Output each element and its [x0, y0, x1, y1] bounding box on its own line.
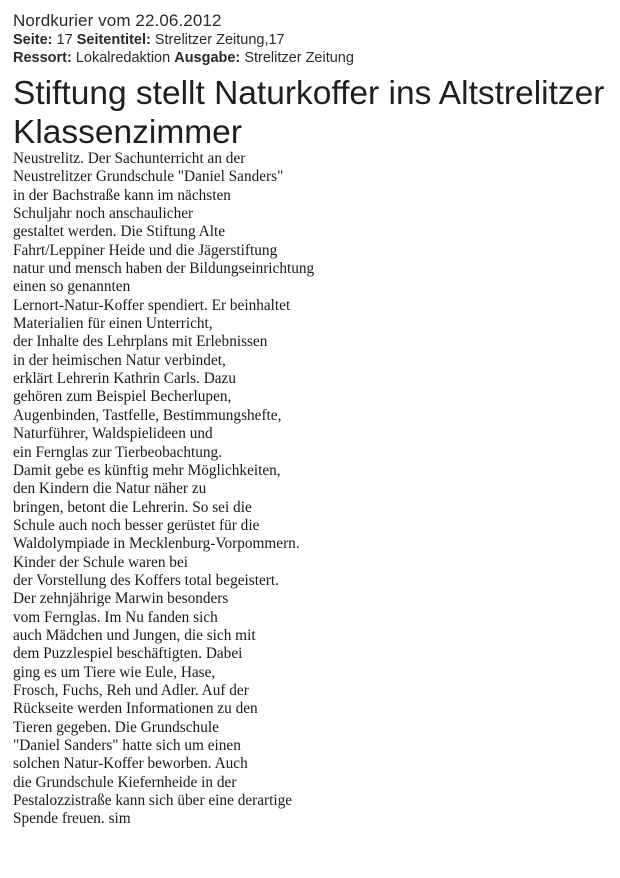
article-body-line: gestaltet werden. Die Stiftung Alte	[13, 223, 225, 241]
ressort-label: Ressort:	[13, 50, 72, 66]
article-body-line: erklärt Lehrerin Kathrin Carls. Dazu	[13, 370, 236, 388]
ressort-meta-line	[13, 49, 354, 67]
article-body-line: Frosch, Fuchs, Reh und Adler. Auf der	[13, 681, 249, 699]
article-body-line: Schule auch noch besser gerüstet für die	[13, 516, 260, 534]
article-body-line: Neustrelitzer Grundschule "Daniel Sanders"	[13, 168, 284, 186]
headline-line-1: Stiftung stellt Naturkoffer ins Altstrelitzer	[13, 75, 605, 112]
seitentitel-label: Seitentitel:	[76, 32, 151, 48]
article-body-line: Tieren gegeben. Die Grundschule	[13, 718, 219, 736]
article-body-line: in der Bachstraße kann im nächsten	[13, 186, 231, 204]
article-body-line: Naturführer, Waldspielideen und	[13, 425, 213, 443]
ausgabe-label: Ausgabe:	[174, 50, 241, 66]
article-body-line: ging es um Tiere wie Eule, Hase,	[13, 663, 216, 681]
article-body-line: Fahrt/Leppiner Heide und die Jägerstiftung	[13, 241, 278, 259]
article-body-line: Augenbinden, Tastfelle, Bestimmungshefte,	[13, 406, 282, 424]
article-body-line: "Daniel Sanders" hatte sich um einen	[13, 737, 241, 754]
article-body-line: in der heimischen Natur verbindet,	[13, 351, 226, 369]
article-body-line: Materialien für einen Unterricht,	[13, 315, 213, 333]
article-body-line: auch Mädchen und Jungen, die sich mit	[13, 626, 256, 644]
article-body-line: Neustrelitz. Der Sachunterricht an der	[13, 150, 246, 167]
seite-label: Seite:	[13, 32, 53, 48]
ausgabe-value: Strelitzer Zeitung	[244, 50, 354, 66]
article-body-line: gehören zum Beispiel Becherlupen,	[13, 388, 232, 406]
article-body-line: einen so genannten	[13, 278, 131, 296]
article-body-line: Waldolympiade in Mecklenburg-Vorpommern.	[13, 535, 300, 553]
article-headline	[13, 74, 613, 152]
article-body-line: der Vorstellung des Koffers total begeistert.	[13, 571, 279, 589]
article-body-line: vom Fernglas. Im Nu fanden sich	[13, 608, 218, 626]
article-header	[13, 10, 354, 67]
seite-value: 17	[56, 32, 73, 48]
article-body-line: Lernort-Natur-Koffer spendiert. Er beinhaltet	[13, 296, 291, 314]
article-body-line: natur und mensch haben der Bildungseinrichtung	[13, 260, 315, 278]
article-body	[13, 150, 314, 829]
article-body-line: Damit gebe es künftig mehr Möglichkeiten,	[13, 461, 281, 479]
article-body-line: dem Puzzlespiel beschäftigten. Dabei	[13, 645, 243, 663]
article-body-line: die Grundschule Kiefernheide in der	[13, 773, 237, 791]
ressort-value: Lokalredaktion	[75, 50, 171, 66]
article-body-line: Spende freuen. sim	[13, 810, 131, 828]
article-body-line: Kinder der Schule waren bei	[13, 553, 188, 571]
article-body-line: der Inhalte des Lehrplans mit Erlebnissen	[13, 333, 268, 351]
seitentitel-value: Strelitzer Zeitung,17	[154, 32, 285, 48]
article-body-line: den Kindern die Natur näher zu	[13, 480, 207, 498]
article-body-line: Rückseite werden Informationen zu den	[13, 700, 258, 718]
article-body-line: Pestalozzistraße kann sich über eine derartige	[13, 792, 293, 810]
article-body-line: Schuljahr noch anschaulicher	[13, 205, 194, 223]
article-body-line: bringen, betont die Lehrerin. So sei die	[13, 498, 252, 516]
headline-line-2: Klassenzimmer	[13, 114, 242, 151]
article-body-line: ein Fernglas zur Tierbeobachtung.	[13, 443, 223, 461]
article-body-line: solchen Natur-Koffer beworben. Auch	[13, 755, 248, 773]
page-meta-line	[13, 31, 354, 49]
source-line: Nordkurier vom 22.06.2012	[13, 11, 222, 30]
article-body-line: Der zehnjährige Marwin besonders	[13, 590, 229, 608]
